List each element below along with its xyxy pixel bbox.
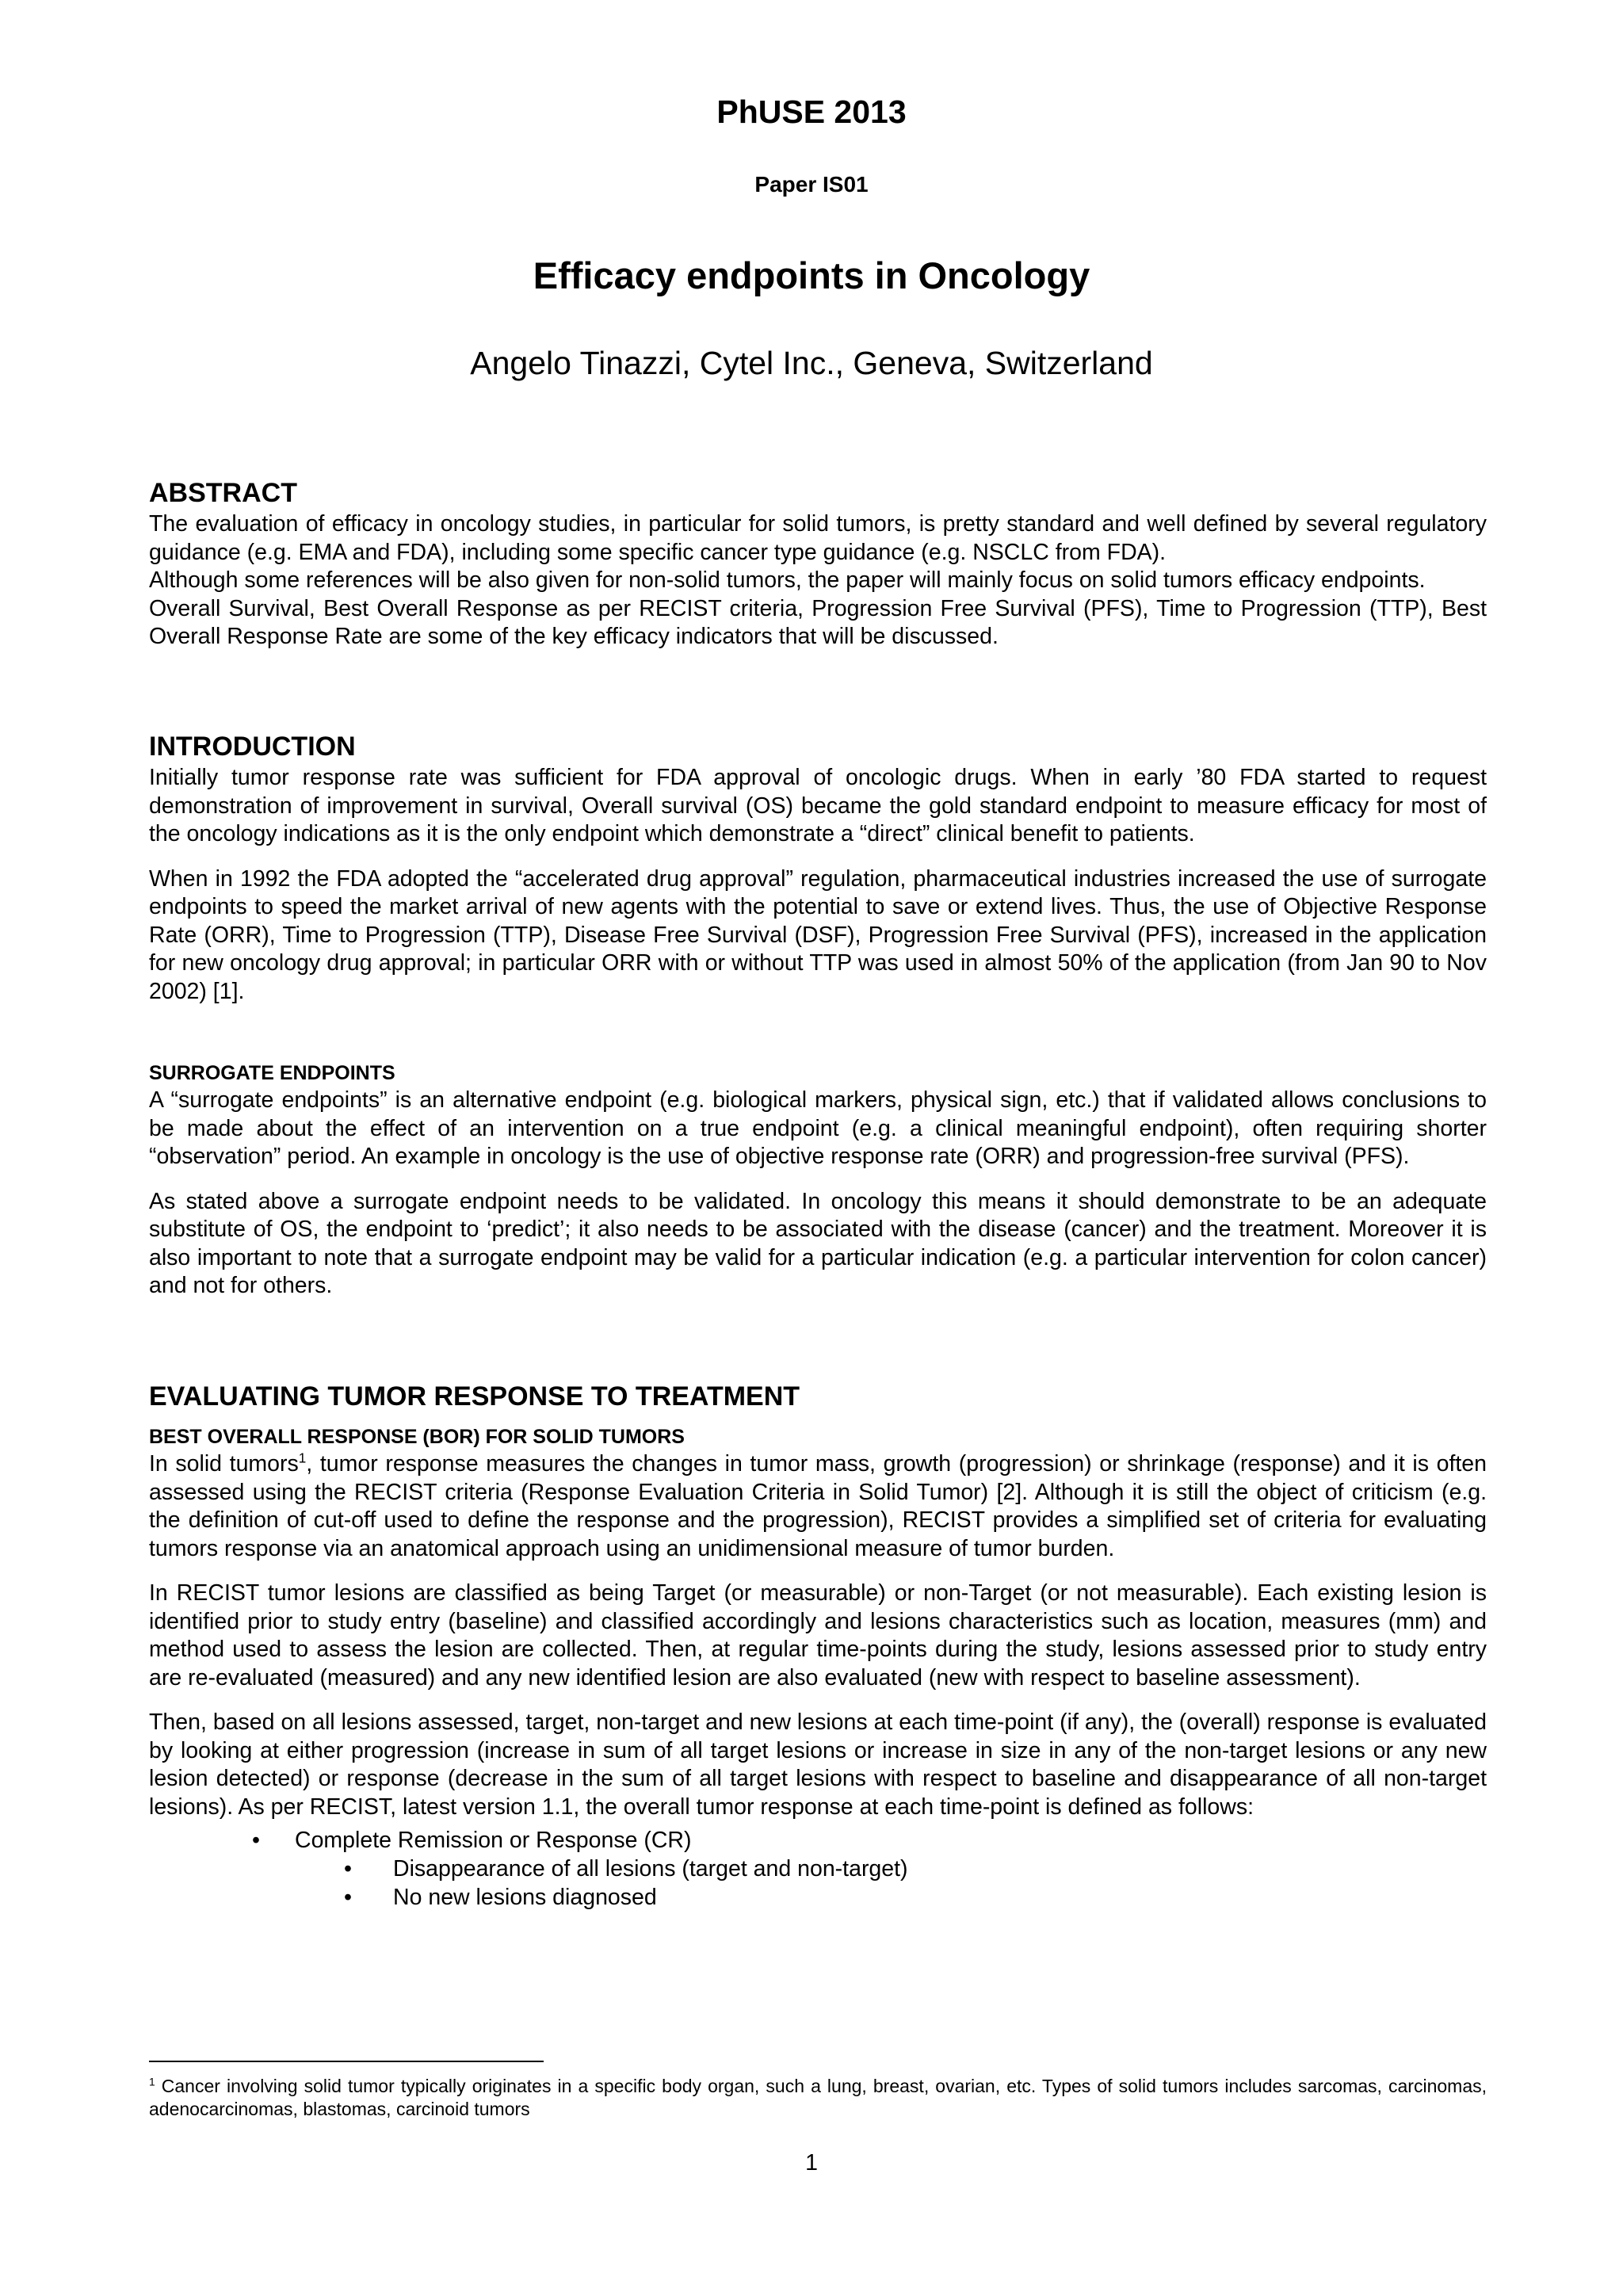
bullet-icon: • — [344, 1885, 352, 1910]
bullet-icon: • — [344, 1856, 352, 1881]
paper-number: Paper IS01 — [754, 172, 869, 197]
evaluating-paragraph-3: Then, based on all lesions assessed, target, non-target and new lesions at each time-point (if any), the (overall) response is evaluated by looking at either progression (increase in sum of all target lesions or increase in size in any of the non-target lesions or any new lesion detected) or response (decrease in the sum of all target lesions with respect to baseline and disappearance of all non-target lesions). As per RECIST, latest version 1.1, the overall tumor response at each time-point is defined as follows: — [149, 1710, 1487, 1820]
abstract-paragraph-2: Although some references will be also given for non-solid tumors, the paper will mainly focus on solid tumors efficacy endpoints. — [149, 567, 1426, 593]
response-list — [149, 1826, 1487, 1912]
abstract-heading: ABSTRACT — [149, 478, 297, 508]
sub-list — [295, 1855, 1487, 1912]
surrogate-heading: SURROGATE ENDPOINTS — [149, 1062, 395, 1084]
bullet-icon: • — [252, 1828, 260, 1853]
abstract-section — [149, 476, 1487, 651]
footnote: $^1$ Cancer involving solid tumor typically originates in a specific body organ, such a lung, breast, ovarian, etc. Types of solid tumors includes sarcomas, carcinomas, adenocarcinomas, blastomas, carcinoid tumors — [149, 2076, 1487, 2119]
bor-subheading: BEST OVERALL RESPONSE (BOR) FOR SOLID TUMORS — [149, 1426, 685, 1448]
evaluating-heading: EVALUATING TUMOR RESPONSE TO TREATMENT — [149, 1381, 800, 1412]
footnote-marker: 1 — [149, 2076, 155, 2088]
surrogate-paragraph-2: As stated above a surrogate endpoint needs to be validated. In oncology this means it should demonstrate to be an adequate substitute of OS, the endpoint to ‘predict’; it also needs to be associated with the disease (cancer) and the treatment. Moreover it is also important to note that a surrogate endpoint may be valid for a particular indication (e.g. a particular intervention for colon cancer) and not for others. — [149, 1188, 1487, 1298]
conference-title: PhUSE 2013 — [716, 94, 907, 130]
introduction-paragraph-1: Initially tumor response rate was sufficient for FDA approval of oncologic drugs. When in early ’80 FDA started to request demonstration of improvement in survival, Overall survival (OS) became the gold standard endpoint to measure efficacy for most of the oncology indications as it is the only endpoint which demonstrate a “direct” clinical benefit to patients. — [149, 765, 1487, 846]
surrogate-paragraph-1: A “surrogate endpoints” is an alternative endpoint (e.g. biological markers, physical sign, etc.) that if validated allows conclusions to be made about the effect of an intervention on a true endpoint (e.g. a clinical meaningful endpoint), often requiring shorter “observation” period. An example in oncology is the use of objective response rate (ORR) and progression-free survival (PFS). — [149, 1087, 1487, 1169]
list-item: • Disappearance of all lesions (target and non-target) — [344, 1856, 908, 1881]
footnote-divider — [149, 2061, 544, 2062]
abstract-paragraph-3: Overall Survival, Best Overall Response as per RECIST criteria, Progression Free Survival (PFS), Time to Progression (TTP), Best Overall Response Rate are some of the key efficacy indicators that will be discussed. — [149, 595, 1487, 649]
introduction-heading: INTRODUCTION — [149, 732, 356, 762]
list-item: • No new lesions diagnosed — [344, 1885, 657, 1910]
introduction-section — [149, 729, 1487, 1006]
evaluating-paragraph-1: In solid tumors$^1$, tumor response measures the changes in tumor mass, growth (progression) or shrinkage (response) and it is often assessed using the RECIST criteria (Response Evaluation Criteria in Solid Tumor) [2]. Although it is still the object of criticism (e.g. the definition of cut-off used to define the response and the progression), RECIST provides a simplified set of criteria for evaluating tumors response via an anatomical approach using an unidimensional measure of tumor burden. — [149, 1450, 1487, 1561]
evaluating-section — [149, 1379, 1487, 1912]
evaluating-paragraph-2: In RECIST tumor lesions are classified as being Target (or measurable) or non-Target (or not measurable). Each existing lesion is identified prior to study entry (baseline) and classified accordingly and lesions characteristics such as location, measures (mm) and method used to assess the lesion are collected. Then, at regular time-points during the study, lesions assessed prior to study entry are re-evaluated (measured) and any new identified lesion are also evaluated (new with respect to baseline assessment). — [149, 1580, 1487, 1690]
footnote-reference: 1 — [298, 1450, 307, 1466]
author-line: Angelo Tinazzi, Cytel Inc., Geneva, Switzerland — [470, 345, 1153, 381]
list-item: • Complete Remission or Response (CR) • Disappearance of all lesions (target and non-target) • No new lesions diagnosed — [149, 1826, 1487, 1912]
abstract-paragraph-1: The evaluation of efficacy in oncology studies, in particular for solid tumors, is pretty standard and well defined by several regulatory guidance (e.g. EMA and FDA), including some specific cancer type guidance (e.g. NSCLC from FDA). — [149, 511, 1487, 565]
introduction-paragraph-2: When in 1992 the FDA adopted the “accelerated drug approval” regulation, pharmaceutical industries increased the use of surrogate endpoints to speed the market arrival of new agents with the potential to save or extend lives. Thus, the use of Objective Response Rate (ORR), Time to Progression (TTP), Disease Free Survival (DSF), Progression Free Survival (PFS), increased in the application for new oncology drug approval; in particular ORR with or without TTP was used in almost 50% of the application (from Jan 90 to Nov 2002) [1]. — [149, 865, 1487, 1004]
page-number: 1 — [805, 2150, 818, 2176]
surrogate-section — [149, 1060, 1487, 1301]
paper-title: Efficacy endpoints in Oncology — [533, 254, 1090, 296]
